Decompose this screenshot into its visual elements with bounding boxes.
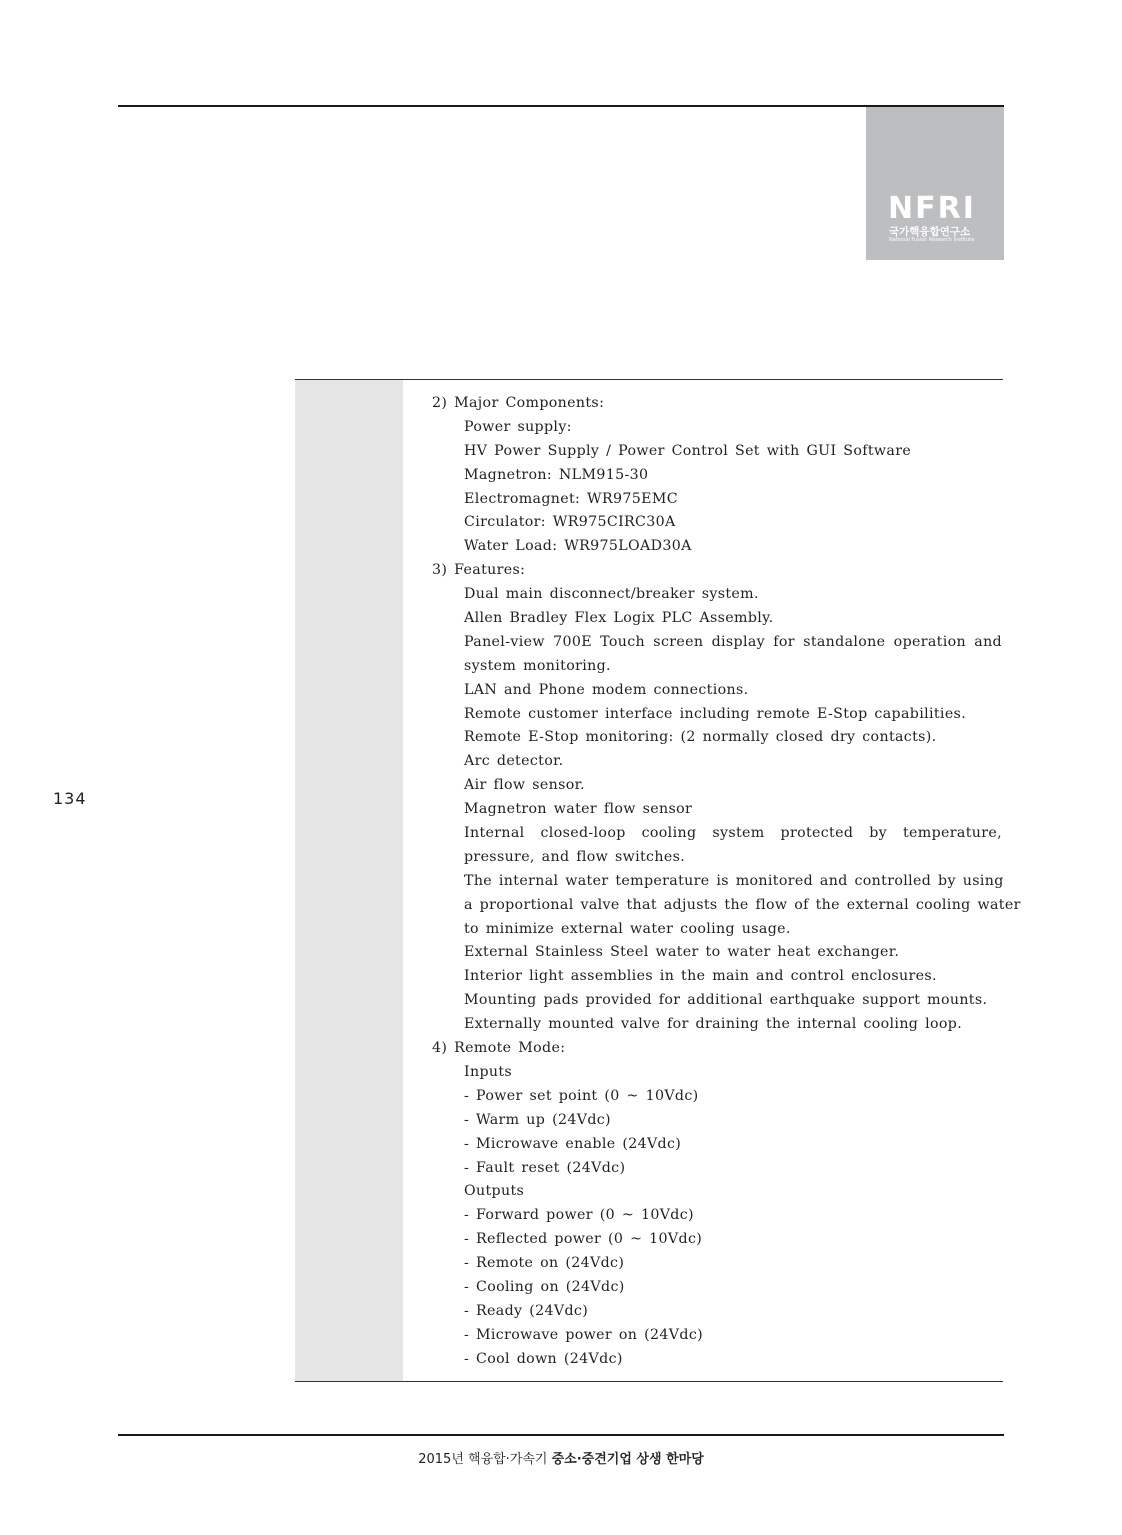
spec-line: Inputs: [464, 1063, 513, 1080]
spec-line: - Fault reset (24Vdc): [464, 1159, 626, 1176]
spec-line: Magnetron water flow sensor: [464, 801, 693, 818]
spec-line: - Microwave enable (24Vdc): [464, 1135, 682, 1152]
footer-event-title: 중소·중견기업 상생 한마당: [551, 1452, 704, 1467]
spec-line: Magnetron: NLM915-30: [464, 466, 649, 483]
spec-line: External Stainless Steel water to water heat exchanger.: [464, 944, 900, 961]
spec-line: Interior light assemblies in the main and control enclosures.: [464, 968, 937, 985]
spec-line: - Remote on (24Vdc): [464, 1255, 625, 1272]
footer-rule: [118, 1434, 1004, 1436]
spec-line: pressure, and flow switches.: [464, 848, 686, 865]
spec-line: The internal water temperature is monitored and controlled by using: [464, 872, 1004, 889]
spec-line: - Cool down (24Vdc): [464, 1350, 623, 1367]
spec-content: [432, 392, 1021, 1372]
spec-line: a proportional valve that adjusts the flow of the external cooling water: [464, 896, 1021, 913]
spec-line: Dual main disconnect/breaker system.: [464, 586, 759, 603]
logo-english-name: National Fusion Research Institute: [889, 237, 975, 243]
spec-line: - Warm up (24Vdc): [464, 1111, 611, 1128]
spec-line: - Microwave power on (24Vdc): [464, 1326, 704, 1343]
spec-line: - Ready (24Vdc): [464, 1302, 589, 1319]
spec-line: Power supply:: [464, 418, 572, 435]
spec-line: LAN and Phone modem connections.: [464, 681, 749, 698]
table-bottom-rule: [295, 1381, 1003, 1382]
spec-line: Allen Bradley Flex Logix PLC Assembly.: [464, 610, 774, 627]
section-heading: 2) Major Components:: [432, 395, 605, 411]
spec-line: Internal closed-loop cooling system protected by temperature,: [464, 825, 1002, 842]
section-heading: 4) Remote Mode:: [432, 1040, 566, 1057]
spec-line: - Cooling on (24Vdc): [464, 1278, 625, 1295]
spec-line: Air flow sensor.: [464, 777, 586, 794]
spec-line: Circulator: WR975CIRC30A: [464, 514, 676, 531]
logo-mark: NFRI: [888, 191, 976, 226]
footer-event-prefix: 2015년 핵융합·가속기: [418, 1452, 552, 1467]
spec-line: Electromagnet: WR975EMC: [464, 490, 678, 507]
spec-line: - Reflected power (0 ~ 10Vdc): [464, 1231, 703, 1248]
spec-line: Panel-view 700E Touch screen display for standalone operation and: [464, 633, 1002, 650]
spec-line: Water Load: WR975LOAD30A: [464, 538, 692, 555]
footer: [118, 1448, 1004, 1467]
spec-line: Externally mounted valve for draining the internal cooling loop.: [464, 1016, 963, 1033]
table-label-column: [295, 380, 403, 1381]
spec-line: HV Power Supply / Power Control Set with GUI Software: [464, 442, 912, 459]
spec-line: Remote customer interface including remote E-Stop capabilities.: [464, 705, 967, 722]
logo-korean-name: 국가핵융합연구소: [889, 226, 971, 238]
spec-line: - Forward power (0 ~ 10Vdc): [464, 1207, 694, 1224]
nfri-logo: [866, 107, 1004, 260]
spec-line: - Power set point (0 ~ 10Vdc): [464, 1087, 699, 1104]
spec-line: Arc detector.: [464, 753, 564, 770]
spec-line: system monitoring.: [464, 657, 611, 674]
spec-line: Outputs: [464, 1183, 525, 1200]
spec-line: to minimize external water cooling usage.: [464, 920, 791, 937]
spec-line: Remote E-Stop monitoring: (2 normally closed dry contacts).: [464, 729, 937, 746]
page-number: 134: [53, 789, 87, 808]
spec-line: Mounting pads provided for additional earthquake support mounts.: [464, 992, 988, 1009]
section-heading: 3) Features:: [432, 562, 526, 579]
